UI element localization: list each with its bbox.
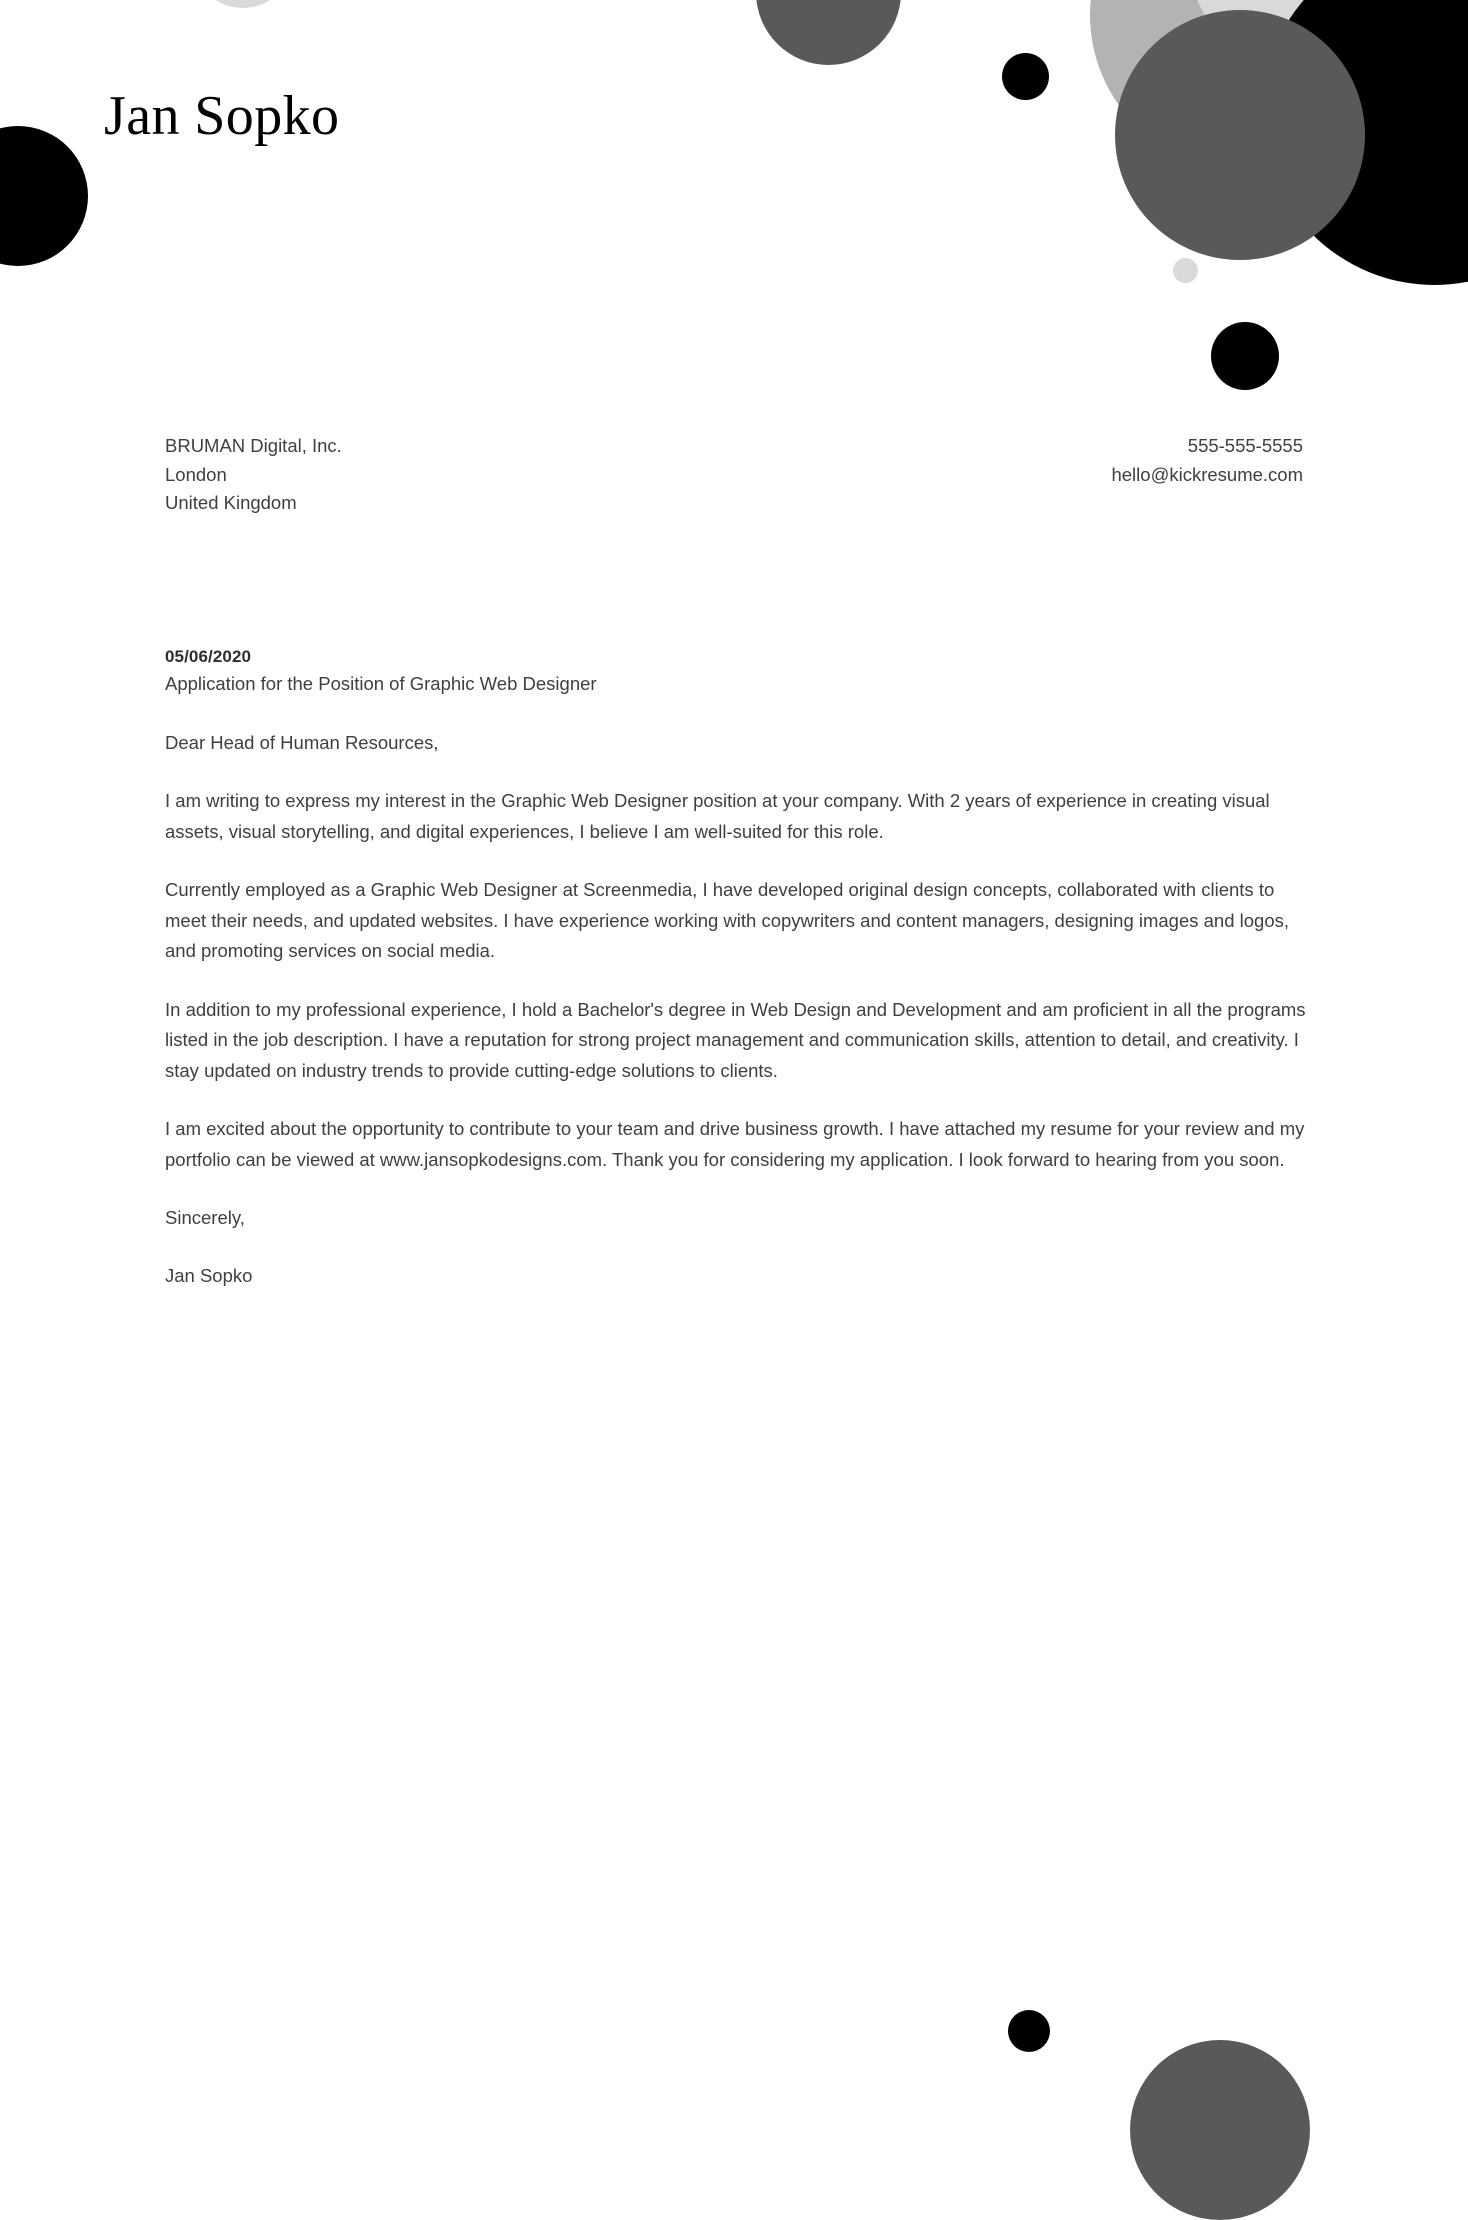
letter-paragraph: In addition to my professional experience, I hold a Bachelor's degree in Web Design and Development and am proficient in all the programs listed in the job description. I have a reputation for strong project management and communication skills, attention to detail, and creativity. I stay updated on industry trends to provide cutting-edge solutions to clients. — [165, 998, 1306, 1081]
recipient-country: United Kingdom — [165, 492, 297, 513]
letter-paragraph: I am writing to express my interest in the Graphic Web Designer position at your company. With 2 years of experience in creating visual assets, visual storytelling, and digital experiences, I believe I am well-suited for this role. — [165, 790, 1270, 842]
recipient-city: London — [165, 463, 227, 485]
letter-date: 05/06/2020 — [165, 647, 252, 666]
contact-phone: 555-555-5555 — [1187, 435, 1303, 456]
letter-body — [165, 645, 1318, 1291]
letter-subject: Application for the Position of Graphic Web Designer — [165, 673, 597, 694]
contact-email: hello@kickresume.com — [1111, 463, 1303, 485]
address-row — [165, 432, 1303, 518]
letter-closing: Sincerely, — [165, 1207, 245, 1228]
recipient-company: BRUMAN Digital, Inc. — [165, 435, 342, 456]
letter-salutation: Dear Head of Human Resources, — [165, 732, 439, 753]
letter-paragraph: Currently employed as a Graphic Web Designer at Screenmedia, I have developed original design concepts, collaborated with clients to meet their needs, and updated websites. I have experience working with copywriters and content managers, designing images and logos, and promoting services on social media. — [165, 879, 1290, 961]
sender-contact-block — [1111, 432, 1303, 489]
recipient-address-block — [165, 432, 342, 518]
letter-signature: Jan Sopko — [165, 1265, 253, 1286]
page-title: Jan Sopko — [104, 85, 340, 147]
letter-paragraph: I am excited about the opportunity to contribute to your team and drive business growth. I have attached my resume for your review and my portfolio can be viewed at www.jansopkodesigns.com. Thank you for considering my application. I look forward to hearing from you soon. — [165, 1118, 1305, 1170]
